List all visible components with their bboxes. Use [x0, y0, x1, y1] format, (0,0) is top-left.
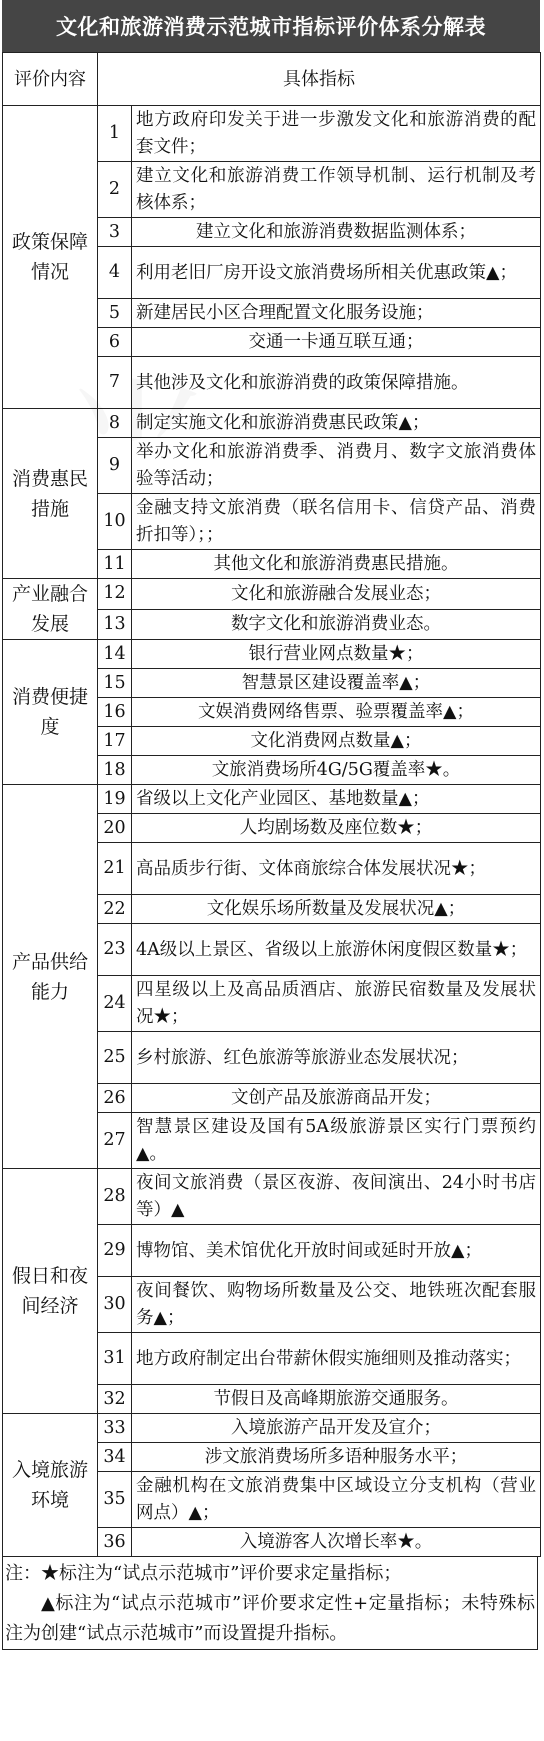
indicator-text: 举办文化和旅游消费季、消费月、数字文旅消费体验等活动；	[132, 438, 541, 494]
indicator-text: 文旅消费场所4G/5G覆盖率★。	[132, 756, 541, 785]
indicator-text: 博物馆、美术馆优化开放时间或延时开放▲；	[132, 1225, 541, 1277]
indicator-number: 1	[98, 106, 132, 162]
indicator-number: 19	[98, 785, 132, 814]
indicator-text: 文化和旅游融合发展业态；	[132, 579, 541, 610]
table-title: 文化和旅游消费示范城市指标评价体系分解表	[2, 0, 540, 52]
indicator-number: 21	[98, 843, 132, 895]
header-category: 评价内容	[3, 53, 98, 106]
note-line-1: 注：★标注为“试点示范城市”评价要求定量指标；	[5, 1563, 402, 1584]
indicator-text: 其他涉及文化和旅游消费的政策保障措施。	[132, 357, 541, 409]
category-cell: 假日和夜间经济	[3, 1169, 98, 1414]
indicator-text: 制定实施文化和旅游消费惠民政策▲；	[132, 409, 541, 438]
category-cell: 政策保障情况	[3, 106, 98, 409]
indicator-text: 文娱消费网络售票、验票覆盖率▲；	[132, 698, 541, 727]
indicator-text: 节假日及高峰期旅游交通服务。	[132, 1385, 541, 1414]
indicator-text: 入境旅游产品开发及宣介；	[132, 1414, 541, 1443]
indicator-text: 文创产品及旅游商品开发；	[132, 1084, 541, 1113]
indicator-text: 交通一卡通互联互通；	[132, 328, 541, 357]
indicator-number: 18	[98, 756, 132, 785]
indicator-number: 11	[98, 550, 132, 579]
indicator-number: 5	[98, 299, 132, 328]
table-row	[3, 579, 541, 610]
indicator-number: 32	[98, 1385, 132, 1414]
indicator-table	[2, 52, 541, 1557]
indicator-number: 13	[98, 609, 132, 640]
indicator-text: 4A级以上景区、省级以上旅游休闲度假区数量★；	[132, 924, 541, 976]
indicator-number: 33	[98, 1414, 132, 1443]
table-body	[3, 106, 541, 1557]
table-note	[2, 1557, 538, 1650]
indicator-number: 12	[98, 579, 132, 610]
indicator-text: 银行营业网点数量★；	[132, 640, 541, 669]
indicator-text: 建立文化和旅游消费工作领导机制、运行机制及考核体系；	[132, 162, 541, 218]
header-indicator: 具体指标	[98, 53, 541, 106]
category-cell: 产品供给能力	[3, 785, 98, 1169]
indicator-text: 金融支持文旅消费（联名信用卡、信贷产品、消费折扣等）；；	[132, 494, 541, 550]
indicator-number: 3	[98, 218, 132, 247]
table-row	[3, 106, 541, 162]
indicator-text: 四星级以上及高品质酒店、旅游民宿数量及发展状况★；	[132, 976, 541, 1032]
indicator-text: 新建居民小区合理配置文化服务设施；	[132, 299, 541, 328]
indicator-text: 文化娱乐场所数量及发展状况▲；	[132, 895, 541, 924]
indicator-number: 4	[98, 247, 132, 299]
indicator-text: 金融机构在文旅消费集中区域设立分支机构（营业网点）▲；	[132, 1472, 541, 1528]
indicator-number: 31	[98, 1333, 132, 1385]
indicator-text: 地方政府印发关于进一步激发文化和旅游消费的配套文件；	[132, 106, 541, 162]
indicator-text: 智慧景区建设及国有5A级旅游景区实行门票预约▲。	[132, 1113, 541, 1169]
note-line-2: ▲标注为“试点示范城市”评价要求定性+定量指标；未特殊标注为创建“试点示范城市”而设置提升指标。	[5, 1593, 535, 1644]
table-row	[3, 1169, 541, 1225]
indicator-text: 省级以上文化产业园区、基地数量▲；	[132, 785, 541, 814]
indicator-text: 高品质步行街、文体商旅综合体发展状况★；	[132, 843, 541, 895]
indicator-number: 26	[98, 1084, 132, 1113]
indicator-text: 入境游客人次增长率★。	[132, 1528, 541, 1557]
indicator-number: 6	[98, 328, 132, 357]
indicator-number: 25	[98, 1032, 132, 1084]
indicator-number: 28	[98, 1169, 132, 1225]
indicator-number: 27	[98, 1113, 132, 1169]
indicator-text: 人均剧场数及座位数★；	[132, 814, 541, 843]
category-cell: 产业融合发展	[3, 579, 98, 640]
indicator-number: 16	[98, 698, 132, 727]
indicator-text: 夜间文旅消费（景区夜游、夜间演出、24小时书店等）▲	[132, 1169, 541, 1225]
indicator-text: 其他文化和旅游消费惠民措施。	[132, 550, 541, 579]
indicator-number: 20	[98, 814, 132, 843]
indicator-text: 地方政府制定出台带薪休假实施细则及推动落实；	[132, 1333, 541, 1385]
indicator-number: 17	[98, 727, 132, 756]
indicator-number: 7	[98, 357, 132, 409]
table-row	[3, 1414, 541, 1443]
table-row	[3, 409, 541, 438]
category-cell: 入境旅游环境	[3, 1414, 98, 1557]
indicator-number: 36	[98, 1528, 132, 1557]
indicator-text: 数字文化和旅游消费业态。	[132, 609, 541, 640]
indicator-text: 涉文旅消费场所多语种服务水平；	[132, 1443, 541, 1472]
table-header-row	[3, 53, 541, 106]
indicator-number: 34	[98, 1443, 132, 1472]
category-cell: 消费惠民措施	[3, 409, 98, 579]
category-cell: 消费便捷度	[3, 640, 98, 785]
indicator-number: 22	[98, 895, 132, 924]
indicator-text: 建立文化和旅游消费数据监测体系；	[132, 218, 541, 247]
indicator-number: 9	[98, 438, 132, 494]
indicator-number: 14	[98, 640, 132, 669]
indicator-number: 35	[98, 1472, 132, 1528]
indicator-number: 30	[98, 1277, 132, 1333]
indicator-text: 文化消费网点数量▲；	[132, 727, 541, 756]
indicator-text: 乡村旅游、红色旅游等旅游业态发展状况；	[132, 1032, 541, 1084]
indicator-number: 8	[98, 409, 132, 438]
indicator-number: 23	[98, 924, 132, 976]
indicator-number: 2	[98, 162, 132, 218]
indicator-number: 24	[98, 976, 132, 1032]
indicator-number: 15	[98, 669, 132, 698]
indicator-text: 智慧景区建设覆盖率▲；	[132, 669, 541, 698]
table-row	[3, 640, 541, 669]
indicator-number: 29	[98, 1225, 132, 1277]
indicator-text: 利用老旧厂房开设文旅消费场所相关优惠政策▲；	[132, 247, 541, 299]
table-row	[3, 785, 541, 814]
document	[2, 0, 540, 1741]
indicator-number: 10	[98, 494, 132, 550]
indicator-text: 夜间餐饮、购物场所数量及公交、地铁班次配套服务▲；	[132, 1277, 541, 1333]
